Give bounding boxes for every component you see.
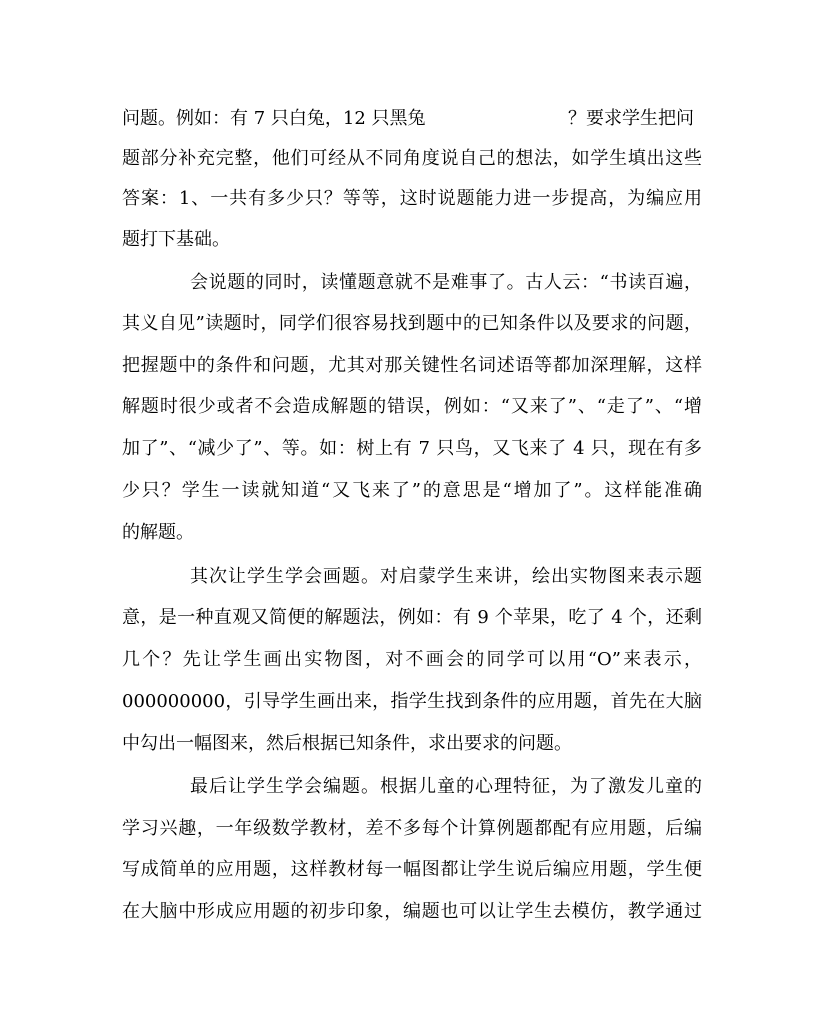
paragraph-2-line-6: 少只？学生一读就知道“又飞来了”的意思是“增加了”。这样能准确 — [122, 480, 702, 501]
paragraph-2-line-5: 加了”、“减少了”、等。如：树上有 7 只鸟，又飞来了 4 只，现在有多 — [122, 438, 702, 459]
paragraph-1-line-3: 答案：1、一共有多少只？等等，这时说题能力进一步提高，为编应用 — [122, 188, 702, 209]
paragraph-1-line-1-question: ？要求学生把问 — [568, 108, 694, 129]
paragraph-2-line-2: 其义自见”读题时，同学们很容易找到题中的已知条件以及要求的问题， — [122, 313, 702, 334]
paragraph-4-line-1: 最后让学生学会编题。根据儿童的心理特征，为了激发儿童的 — [190, 776, 702, 797]
paragraph-3-line-4: 000000000，引导学生画出来，指学生找到条件的应用题，首先在大脑 — [122, 691, 702, 712]
paragraph-2-line-3: 把握题中的条件和问题，尤其对那关键性名词述语等都加深理解，这样 — [122, 355, 702, 376]
paragraph-3-line-1: 其次让学生学会画题。对启蒙学生来讲，绘出实物图来表示题 — [190, 566, 702, 587]
paragraph-1-line-4: 题打下基础。 — [122, 229, 230, 250]
paragraph-4-line-3: 写成简单的应用题，这样教材每一幅图都让学生说后编应用题，学生便 — [122, 859, 702, 880]
paragraph-2-line-1: 会说题的同时，读懂题意就不是难事了。古人云：“书读百遍， — [190, 272, 702, 293]
paragraph-3-line-2: 意，是一种直观又简便的解题法，例如：有 9 个苹果，吃了 4 个，还剩 — [122, 607, 702, 628]
paragraph-2-line-4: 解题时很少或者不会造成解题的错误，例如：“又来了”、“走了”、“增 — [122, 396, 702, 417]
paragraph-3-line-5: 中勾出一幅图来，然后根据已知条件，求出要求的问题。 — [122, 733, 572, 754]
paragraph-1-line-2: 题部分补充完整，他们可经从不同角度说自己的想法，如学生填出这些 — [122, 148, 702, 169]
paragraph-4-line-2: 学习兴趣，一年级数学教材，差不多每个计算例题都配有应用题，后编 — [122, 818, 702, 839]
paragraph-1-line-1-text: 问题。例如：有 7 只白兔，12 只黑兔 — [122, 108, 426, 129]
paragraph-2-line-7: 的解题。 — [122, 522, 194, 543]
paragraph-1-line-1 — [122, 106, 702, 132]
paragraph-4-line-4: 在大脑中形成应用题的初步印象，编题也可以让学生去模仿，教学通过 — [122, 901, 702, 922]
paragraph-3-line-3: 几个？先让学生画出实物图，对不画会的同学可以用“O”来表示， — [122, 649, 702, 670]
